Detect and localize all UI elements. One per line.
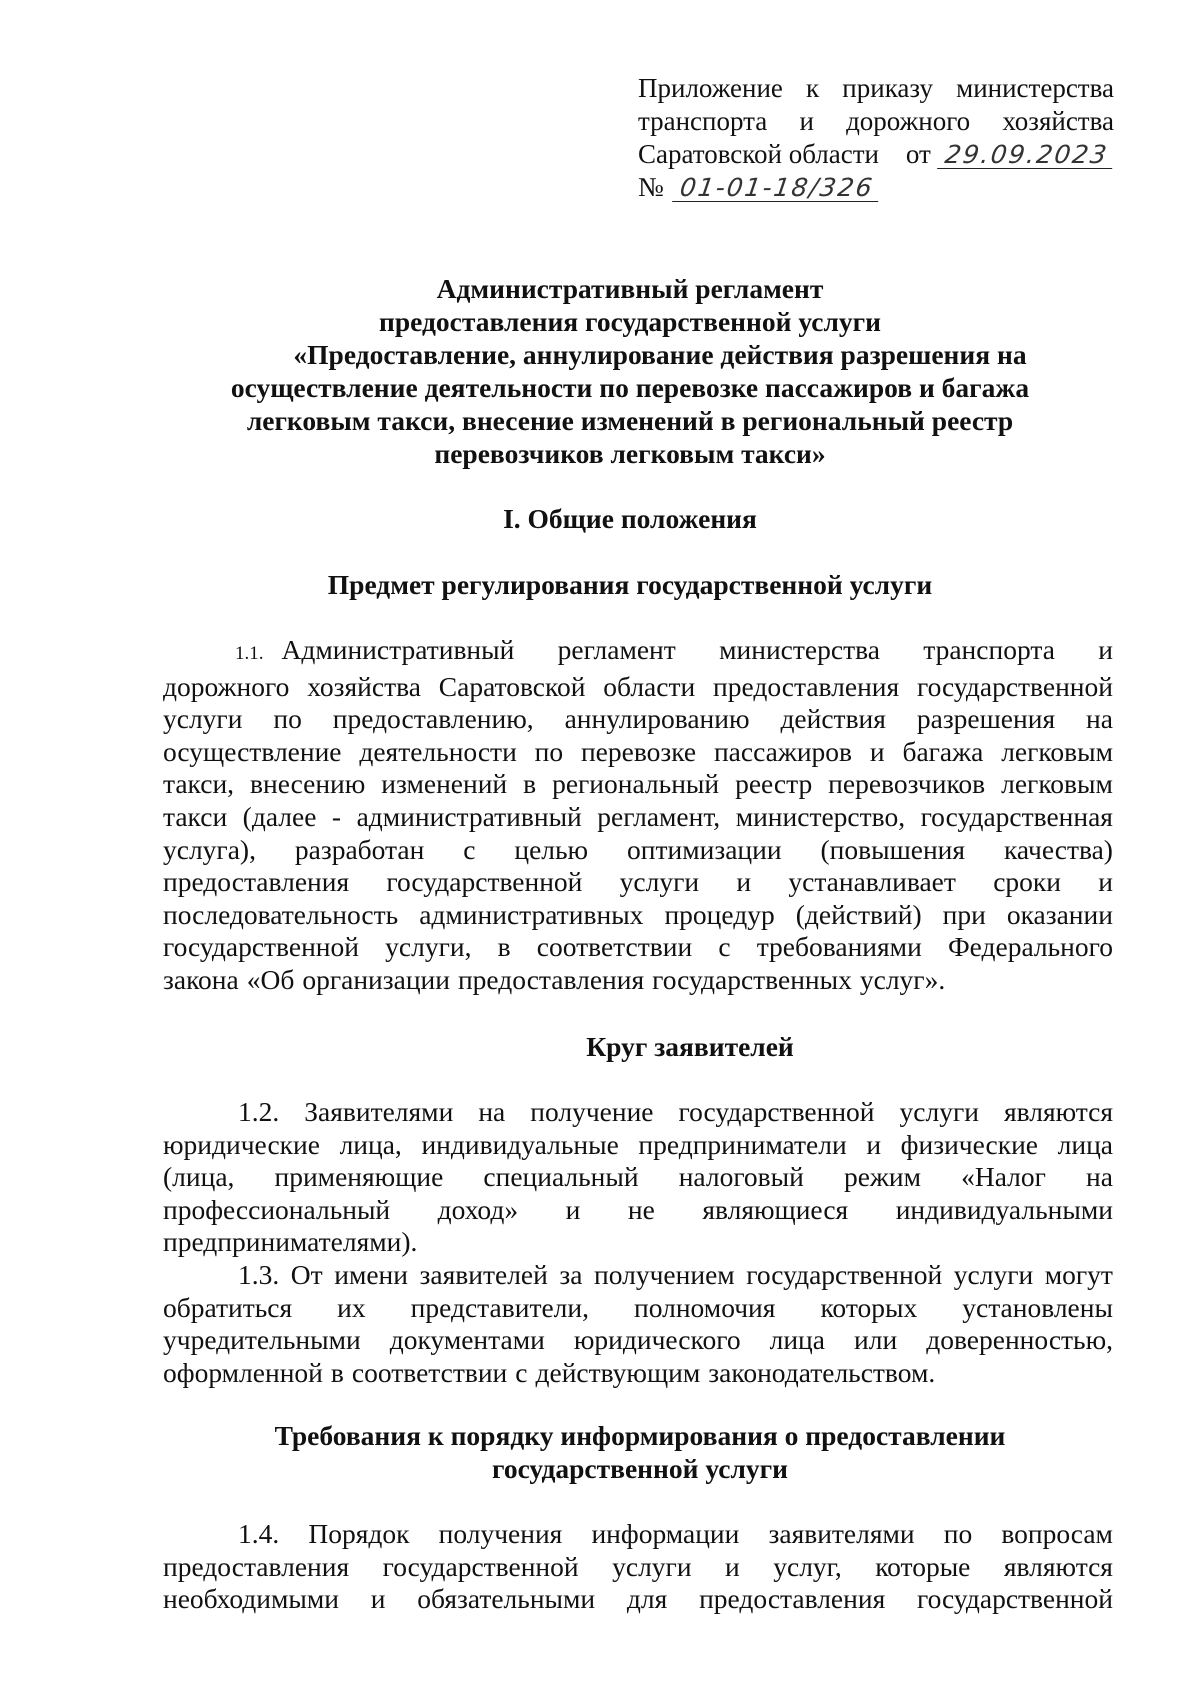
word: региональный — [552, 768, 720, 800]
word: изменений — [381, 768, 508, 800]
word: закона — [163, 963, 239, 995]
word: административных — [419, 898, 644, 930]
word: необходимыми — [163, 1583, 339, 1615]
word: услуги — [619, 866, 700, 898]
appendix-number-row — [638, 171, 1114, 204]
word: процедур — [664, 898, 775, 930]
word: оформленной — [163, 1356, 323, 1388]
paragraph-line — [163, 1129, 1113, 1162]
word: хозяйства — [307, 670, 421, 702]
word: легковым — [1001, 768, 1113, 800]
word: установлены — [962, 1291, 1113, 1323]
word: государственных — [652, 963, 852, 995]
word: документами — [389, 1324, 545, 1356]
appendix-word: и — [799, 106, 814, 136]
word: государственной — [917, 1583, 1113, 1615]
word: могут — [1044, 1259, 1113, 1290]
word: обязательными — [417, 1583, 596, 1615]
word: предоставления — [699, 1583, 886, 1615]
word: услуг». — [859, 963, 946, 995]
word: государственная — [920, 800, 1113, 832]
word: при — [942, 898, 986, 930]
word: административный — [356, 800, 582, 832]
word: государственной — [163, 931, 359, 963]
paragraph-1-3 — [163, 1259, 1113, 1389]
word: такси — [163, 800, 228, 832]
paragraph-line — [163, 1583, 1113, 1616]
handwritten-order-number: 01-01-18/326 — [672, 175, 881, 202]
word: их — [337, 1291, 366, 1323]
word: устанавливает — [788, 866, 956, 898]
word: и — [565, 1193, 581, 1225]
appendix-word: Приложение — [638, 73, 783, 103]
word: перевозчиков — [828, 768, 986, 800]
word: индивидуальные — [421, 1128, 619, 1160]
paragraph-1-2 — [163, 1096, 1113, 1259]
paragraph-line — [163, 931, 1113, 964]
appendix-word: министерства — [956, 73, 1114, 103]
appendix-word: хозяйства — [1002, 106, 1114, 136]
appendix-line-1 — [638, 72, 1114, 105]
word: деятельности — [359, 735, 517, 767]
paragraph-line — [163, 1194, 1113, 1227]
word: регламент — [557, 634, 676, 665]
word: (действий) — [795, 898, 922, 930]
word: государственной — [917, 670, 1113, 702]
word: соответствии — [351, 1356, 508, 1388]
word: министерства — [719, 634, 880, 665]
word: (далее — [242, 800, 317, 832]
title-line: «Предоставление, аннулирование действия разрешения на — [293, 339, 1027, 370]
subsection-heading-applicants: Круг заявителей — [586, 1031, 794, 1062]
word: для — [626, 1583, 668, 1615]
word: заявителями — [768, 1518, 915, 1549]
word: государственной — [746, 1259, 943, 1290]
paragraph-1-1 — [163, 634, 1113, 997]
word: министерство, — [735, 800, 906, 832]
word: транспорта — [923, 634, 1055, 665]
word: лица — [769, 1324, 825, 1356]
paragraph-line — [163, 768, 1113, 801]
word: оптимизации — [627, 833, 782, 865]
word: государственной — [678, 1096, 875, 1127]
word: законодательством. — [708, 1356, 936, 1388]
paragraph-number: 1.3. — [238, 1259, 280, 1290]
paragraph-line — [163, 1357, 1113, 1390]
word: являются — [1003, 1550, 1113, 1582]
word: требованиями — [756, 931, 922, 963]
word: вопросам — [1001, 1518, 1113, 1549]
word: соответствии — [536, 931, 693, 963]
paragraph-line — [163, 964, 1113, 997]
word: сроки — [993, 866, 1061, 898]
paragraph-line — [163, 1324, 1113, 1357]
word: легковым — [1001, 735, 1113, 767]
word: регламент, — [597, 800, 721, 832]
word: государственной — [382, 1550, 579, 1582]
word: являющиеся — [702, 1193, 849, 1225]
word: услуга), — [163, 833, 256, 865]
paragraph-number: 1.1. Административный — [235, 634, 515, 665]
word: в — [497, 931, 511, 963]
word: услуги — [163, 703, 243, 735]
paragraph-line — [163, 1292, 1113, 1325]
word: осуществление — [163, 735, 342, 767]
word: Порядок — [308, 1518, 410, 1549]
word: полномочия — [634, 1291, 776, 1323]
word: с — [515, 1356, 528, 1388]
word: получения — [438, 1518, 563, 1549]
word: Федерального — [947, 931, 1113, 963]
word: организации — [302, 963, 450, 995]
paragraph-line — [163, 1226, 1113, 1259]
handwritten-date: 29.09.2023 — [937, 142, 1116, 169]
title-line: Административный регламент — [436, 273, 824, 304]
word: и — [1098, 634, 1113, 665]
word: специальный — [483, 1161, 639, 1193]
word: имени — [334, 1259, 408, 1290]
appendix-word: дорожного — [846, 106, 971, 136]
appendix-word: приказу — [842, 73, 933, 103]
word: за — [559, 1259, 583, 1290]
paragraph-line — [163, 1161, 1113, 1194]
word: юридические — [163, 1128, 320, 1160]
word: учредительными — [163, 1324, 361, 1356]
paragraph-line — [163, 866, 1113, 899]
word: лица, — [339, 1128, 402, 1160]
word: или — [854, 1324, 898, 1356]
word: целью — [514, 833, 589, 865]
word: юридического — [573, 1324, 741, 1356]
word: в — [523, 768, 537, 800]
word: Саратовской — [438, 670, 586, 702]
word: предприниматели — [638, 1128, 847, 1160]
word: обратиться — [163, 1291, 293, 1323]
word: по — [273, 703, 302, 735]
word: услуги, — [385, 931, 472, 963]
paragraph-line — [163, 1259, 1113, 1292]
word: услуги — [953, 1259, 1034, 1290]
word: применяющие — [274, 1161, 444, 1193]
word: получение — [530, 1096, 654, 1127]
word: разрешения — [916, 703, 1056, 735]
word: перевозке — [580, 735, 697, 767]
word: налоговый — [678, 1161, 804, 1193]
title-line: перевозчиков легковым такси» — [434, 438, 826, 469]
word: по — [943, 1518, 973, 1549]
word: предоставления — [163, 866, 350, 898]
paragraph-line — [163, 834, 1113, 867]
word: профессиональный — [163, 1193, 391, 1225]
word: «Об — [246, 963, 295, 995]
word: (повышения — [820, 833, 966, 865]
paragraph-line — [163, 634, 1113, 671]
word: на — [478, 1096, 506, 1127]
title-line: предоставления государственной услуги — [379, 306, 881, 337]
word: получением — [594, 1259, 735, 1290]
appendix-word: к — [806, 73, 820, 103]
word: багажа — [902, 735, 984, 767]
document-title — [170, 272, 1090, 470]
appendix-line-2 — [638, 105, 1114, 138]
paragraph-line — [163, 1518, 1113, 1551]
word: в — [330, 1356, 344, 1388]
date-from-label: от — [905, 139, 931, 169]
word: на — [1086, 703, 1113, 735]
word: не — [627, 1193, 655, 1225]
word: индивидуальными — [895, 1193, 1113, 1225]
word: пассажиров — [713, 735, 853, 767]
section-heading: I. Общие положения — [503, 503, 757, 534]
word: внесению — [250, 768, 366, 800]
word: с — [463, 833, 476, 865]
word: предоставлению, — [332, 703, 534, 735]
paragraph-line — [163, 703, 1113, 736]
paragraph-number: 1.4. — [238, 1518, 280, 1549]
appendix-word: транспорта — [638, 106, 768, 136]
word: и — [370, 1583, 386, 1615]
heading-line: Требования к порядку информирования о предоставлении — [274, 1420, 1006, 1451]
paragraph-line — [163, 671, 1113, 704]
word: заявителей — [419, 1259, 548, 1290]
word: предоставления — [713, 670, 900, 702]
word: разработан — [294, 833, 425, 865]
title-line: легковым такси, внесение изменений в региональный реестр — [246, 405, 1014, 436]
word: действующим — [535, 1356, 701, 1388]
word: - — [331, 800, 342, 832]
paragraph-line — [163, 1551, 1113, 1584]
word: качества) — [1003, 833, 1113, 865]
paragraph-line — [163, 736, 1113, 769]
paragraph-number: 1.2. — [238, 1096, 280, 1127]
appendix-date-row — [638, 138, 1114, 171]
subsection-heading: Предмет регулирования государственной услуги — [327, 569, 933, 600]
word: (лица, — [163, 1161, 235, 1193]
appendix-header — [638, 72, 1114, 204]
word: От — [290, 1259, 323, 1290]
word: по — [534, 735, 564, 767]
word: лица — [1057, 1128, 1113, 1160]
word: действия — [780, 703, 886, 735]
word: и — [1098, 866, 1113, 898]
word: Заявителями — [304, 1096, 454, 1127]
subsection-heading-info — [240, 1419, 1040, 1485]
word: и — [725, 1550, 740, 1582]
word: предпринимателями). — [163, 1226, 418, 1258]
word: которые — [875, 1550, 971, 1582]
word: государственной — [386, 866, 583, 898]
word: и — [866, 1128, 882, 1160]
word: последовательность — [163, 898, 399, 930]
paragraph-line — [163, 899, 1113, 932]
paragraph-line — [163, 801, 1113, 834]
word: предоставления — [163, 1550, 350, 1582]
word: области — [603, 670, 696, 702]
word: физические — [900, 1128, 1038, 1160]
word: которых — [820, 1291, 918, 1323]
word: такси, — [163, 768, 235, 800]
word: на — [1086, 1161, 1113, 1193]
word: услуги — [612, 1550, 692, 1582]
word: реестр — [735, 768, 813, 800]
word: предоставления — [457, 963, 645, 995]
word: и — [869, 735, 885, 767]
region-label: Саратовской области — [638, 139, 879, 169]
word: услуги — [899, 1096, 979, 1127]
word: с — [718, 931, 731, 963]
word: «Налог — [961, 1161, 1046, 1193]
word: режим — [843, 1161, 922, 1193]
word: доверенностью, — [926, 1324, 1113, 1356]
word: оказании — [1006, 898, 1113, 930]
word: аннулированию — [564, 703, 750, 735]
word: доход» — [437, 1193, 519, 1225]
word: информации — [591, 1518, 740, 1549]
word: и — [736, 866, 752, 898]
word: услуг, — [773, 1550, 842, 1582]
word: дорожного — [163, 670, 290, 702]
heading-line: государственной услуги — [492, 1453, 788, 1484]
word: представители, — [410, 1291, 589, 1323]
paragraph-1-4 — [163, 1518, 1113, 1616]
number-sign: № — [638, 172, 664, 202]
title-line: осуществление деятельности по перевозке пассажиров и багажа — [230, 372, 1030, 403]
word: являются — [1003, 1096, 1113, 1127]
paragraph-line — [163, 1096, 1113, 1129]
